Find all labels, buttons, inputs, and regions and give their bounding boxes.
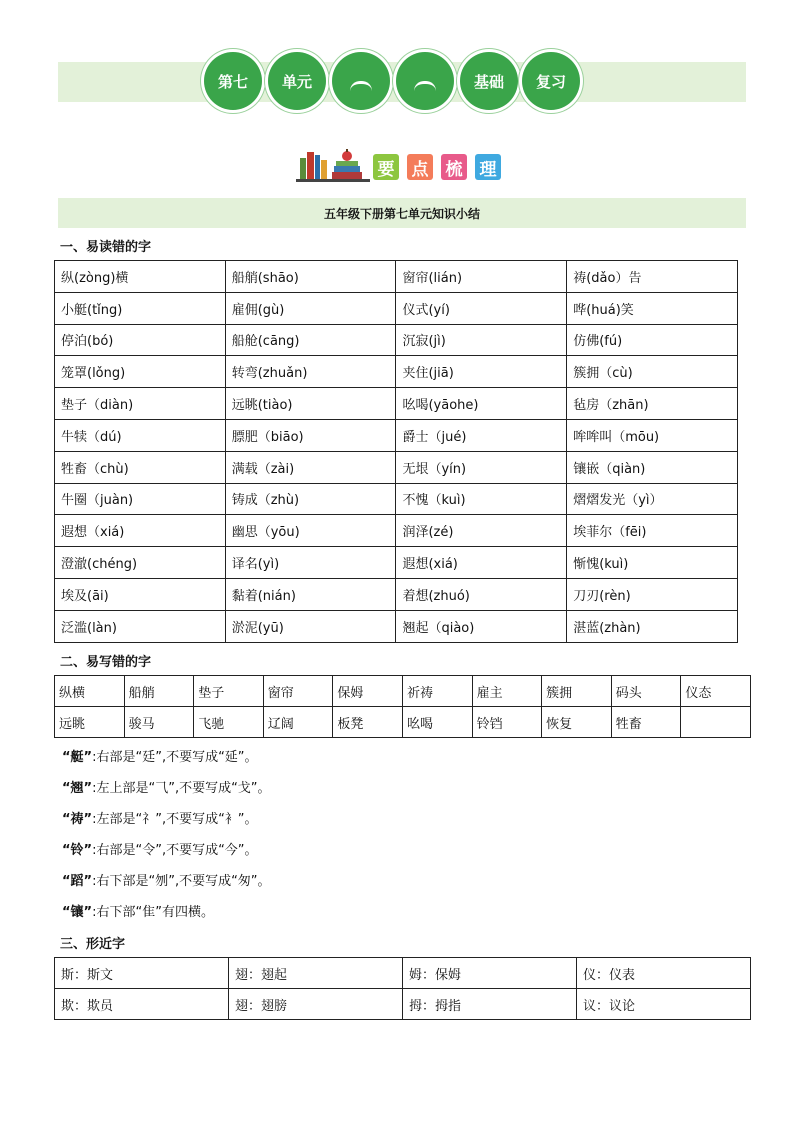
table-cell: 牛犊（dú) [55,419,226,451]
table-row [55,610,738,642]
header-circle-2 [268,52,326,110]
subtitle-text: 五年级下册第七单元知识小结 [323,206,480,221]
tile-2 [407,154,433,180]
table-cell: 翅：翅起 [229,958,403,989]
header-circle-5 [460,52,518,110]
table-cell: 湛蓝(zhàn) [567,610,738,642]
note-text: :右部是“令”,不要写成“今”。 [92,843,258,858]
table-cell: 吆喝(yāohe) [396,388,567,420]
table-row [55,388,738,420]
table-cell: 小艇(tǐng) [55,292,226,324]
table-cell: 垫子（diàn) [55,388,226,420]
table-cell: 熠熠发光（yì） [567,483,738,515]
section-title-1: 一、易读错的字 [60,240,152,255]
table-cell: 仪：仪表 [577,958,751,989]
similar-chars-table [54,957,751,1020]
note-word: “祷” [62,812,93,827]
note-word: “铃” [62,843,93,858]
table-cell: 铸成（zhù) [225,483,396,515]
table-cell: 爵士（jué) [396,419,567,451]
table-row [55,547,738,579]
table-cell: 无垠（yín) [396,451,567,483]
table-cell: 停泊(bó) [55,324,226,356]
tile-text: 点 [411,159,429,180]
table-cell: 翅：翅膀 [229,989,403,1020]
note-line [62,746,258,765]
table-cell: 埃菲尔（fēi) [567,515,738,547]
table-cell: 码头 [611,676,681,707]
tile-text: 梳 [445,159,463,180]
table-cell: 泛滥(làn) [55,610,226,642]
note-text: :左部是“礻”,不要写成“衤”。 [92,812,258,827]
table-cell: 遐想(xiá) [396,547,567,579]
table-cell: 翘起（qiào) [396,610,567,642]
table-cell: 哗(huá)笑 [567,292,738,324]
table-cell: 辽阔 [263,707,333,738]
table-cell: 镶嵌（qiàn) [567,451,738,483]
section-title-2: 二、易写错的字 [60,655,152,670]
table-cell: 垫子 [194,676,264,707]
table-cell: 译名(yì) [225,547,396,579]
table-row [55,292,738,324]
note-line [62,901,214,920]
table-cell: 船舱(cāng) [225,324,396,356]
table-cell: 夹住(jiā) [396,356,567,388]
note-text: :右部是“廷”,不要写成“延”。 [92,750,258,765]
table-cell: 远眺 [55,707,125,738]
header-circle-text: 第七 [217,72,248,91]
tile-3 [441,154,467,180]
table-row [55,676,751,707]
note-line [62,839,258,858]
note-word: “镶” [62,905,93,920]
table-cell: 保姆 [333,676,403,707]
table-cell: 仪式(yí) [396,292,567,324]
table-cell: 恢复 [542,707,612,738]
table-cell: 纵横 [55,676,125,707]
easy-read-table [54,260,738,643]
table-cell: 铃铛 [472,707,542,738]
table-cell: 牛圈（juàn) [55,483,226,515]
table-row [55,261,738,293]
blank-arc-icon [414,81,436,94]
table-cell: 牲畜（chù) [55,451,226,483]
note-word: “艇” [62,750,93,765]
tile-4 [475,154,501,180]
table-cell: 雇佣(gù) [225,292,396,324]
note-word: “翘” [62,781,93,796]
table-cell: 毡房（zhān) [567,388,738,420]
table-row [55,483,738,515]
table-cell: 惭愧(kuì) [567,547,738,579]
table-cell: 哞哞叫（mōu) [567,419,738,451]
table-cell: 板凳 [333,707,403,738]
table-cell: 黏着(nián) [225,578,396,610]
table-cell: 澄澈(chéng) [55,547,226,579]
table-cell: 窗帘 [263,676,333,707]
table-row [55,958,751,989]
table-cell [681,707,751,738]
table-cell: 船艄(shāo) [225,261,396,293]
table-cell: 膘肥（biāo) [225,419,396,451]
table-cell: 润泽(zé) [396,515,567,547]
note-line [62,870,271,889]
table-cell: 不愧（kuì) [396,483,567,515]
table-cell: 祷(dǎo）告 [567,261,738,293]
table-cell: 幽思（yōu) [225,515,396,547]
table-cell: 淤泥(yū) [225,610,396,642]
tile-1 [373,154,399,180]
table-row [55,989,751,1020]
table-cell: 仪态 [681,676,751,707]
table-cell: 欺：欺员 [55,989,229,1020]
table-row [55,451,738,483]
table-row [55,419,738,451]
header-circle-4 [396,52,454,110]
table-cell: 簇拥 [542,676,612,707]
table-cell: 沉寂(jì) [396,324,567,356]
table-cell: 船艄 [124,676,194,707]
tile-text: 理 [479,159,497,180]
table-cell: 满载（zài) [225,451,396,483]
table-cell: 议：议论 [577,989,751,1020]
table-cell: 姆：保姆 [403,958,577,989]
table-row [55,324,738,356]
table-cell: 牲畜 [611,707,681,738]
table-cell: 着想(zhuó) [396,578,567,610]
table-cell: 飞驰 [194,707,264,738]
easy-write-table [54,675,751,738]
note-text: :右下部是“刎”,不要写成“匆”。 [92,874,271,889]
header-circle-6 [522,52,580,110]
header-circle-3 [332,52,390,110]
header-circle-text: 单元 [281,72,312,91]
table-cell: 笼罩(lǒng) [55,356,226,388]
table-cell: 刀刃(rèn) [567,578,738,610]
table-cell: 遐想（xiá) [55,515,226,547]
books-icon [296,146,370,182]
section-title-3: 三、形近字 [60,937,126,952]
table-cell: 远眺(tiào) [225,388,396,420]
tile-text: 要 [377,159,395,180]
table-cell: 仿佛(fú) [567,324,738,356]
subtitle-bar [58,198,746,228]
blank-arc-icon [350,81,372,94]
table-row [55,515,738,547]
table-row [55,707,751,738]
table-cell: 吆喝 [402,707,472,738]
table-cell: 雇主 [472,676,542,707]
table-cell: 窗帘(lián) [396,261,567,293]
header-circle-text: 基础 [473,72,504,91]
note-word: “蹈” [62,874,93,889]
table-cell: 祈祷 [402,676,472,707]
table-cell: 簇拥（cù) [567,356,738,388]
table-cell: 转弯(zhuǎn) [225,356,396,388]
table-row [55,578,738,610]
note-line [62,808,258,827]
note-text: :右下部“隹”有四横。 [92,905,214,920]
table-cell: 骏马 [124,707,194,738]
note-line [62,777,271,796]
table-row [55,356,738,388]
table-cell: 纵(zòng)横 [55,261,226,293]
table-cell: 埃及(āi) [55,578,226,610]
header-circle-text: 复习 [535,72,566,91]
header-circle-1 [204,52,262,110]
note-text: :左上部是“⺄”,不要写成“戈”。 [92,781,271,796]
table-cell: 拇：拇指 [403,989,577,1020]
table-cell: 斯：斯文 [55,958,229,989]
